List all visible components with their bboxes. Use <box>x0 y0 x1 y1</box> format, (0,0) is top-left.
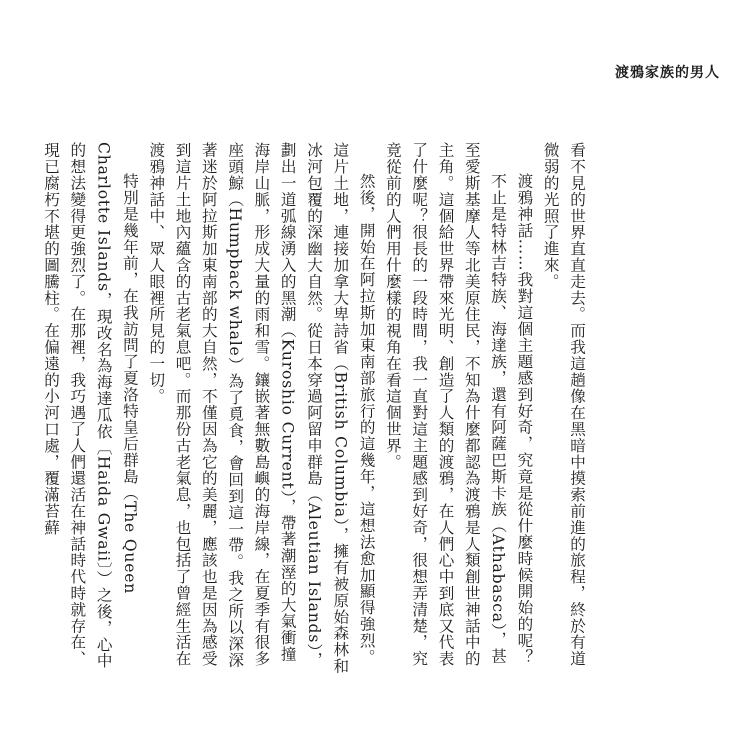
paragraph: 特別是幾年前，在我訪問了夏洛特皇后群島（The Queen Charlotte Islands，現改名為海達瓜依〔Haida Gwaii〕）之後，心中的想法變得更強烈了。在那裡，我巧遇了人們還活在神話時代時就存在、現已腐朽不堪的圖騰柱。在偏遠的小河口處，覆滿苔蘚 <box>42 142 139 669</box>
body-text <box>42 142 590 678</box>
paragraph: 不止是特林吉特族、海達族，還有阿薩巴斯卡族（Athabasca），甚至愛斯基摩人等北美原住民，不知為什麼都認為渡鴉是人類創世神話中的主角。這個給世界帶來光明、創造了人類的渡鴉，在人們心中到底又代表了什麼呢？很長的一段時間，我一直對這主題感到好奇，很想弄清楚，究竟從前的人們用什麼樣的視角在看這個世界。 <box>383 142 508 667</box>
paragraph: 然後，開始在阿拉斯加東南部旅行的這幾年，這想法愈加顯得強烈。這片土地，連接加拿大卑詩省（British Columbia），擁有被原始森林和冰河包覆的深幽大自然。從日本穿過阿留申群島（Aleutian Islands），劃出一道弧線湧入的黑潮（Kuroshio Current），帶著潮溼的大氣衝撞海岸山脈，形成大量的雨和雪。鑲嵌著無數島嶼的海岸線，在夏季有很多座頭鯨（Humpback whale）為了覓食，會回到這一帶。我之所以深深著迷於阿拉斯加東南部的大自然，不僅因為它的美麗，應該也是因為感受到這片土地內蘊含的古老氣息吧。而那份古老氣息，也包括了曾經生活在渡鴉神話中、眾人眼裡所見的一切。 <box>147 142 376 675</box>
running-title: 渡鴉家族的男人 <box>615 65 720 81</box>
paragraph: 看不見的世界直直走去。而我這趟像在黑暗中摸索前進的旅程，終於有道微弱的光照了進來。 <box>541 142 586 667</box>
paragraph: 渡鴉神話……我對這個主題感到好奇，究竟是從什麼時候開始的呢？ <box>515 173 534 666</box>
